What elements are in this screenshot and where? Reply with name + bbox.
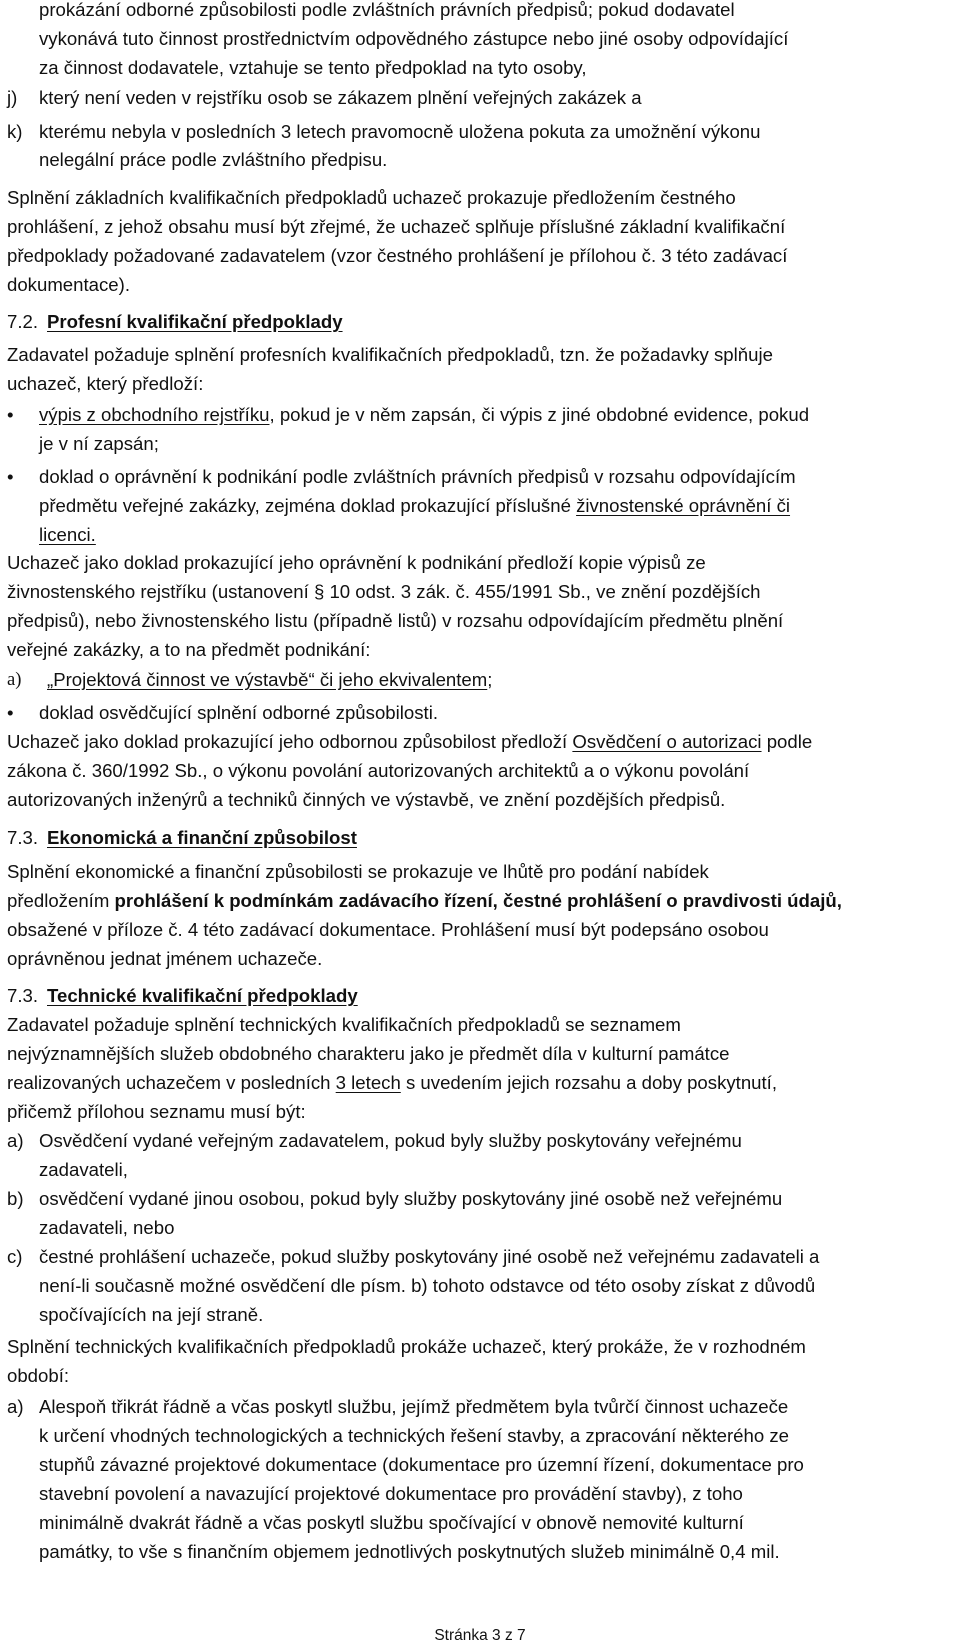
paragraph-line: zákona č. 360/1992 Sb., o výkonu povolání autorizovaných architektů a o výkonu povolání (7, 760, 750, 781)
text-line: za činnost dodavatele, vztahuje se tento předpoklad na tyto osoby, (39, 57, 587, 78)
bullet-item-cont: licenci. (39, 524, 96, 545)
list-item-cont: zadavateli, (39, 1159, 128, 1180)
list-item-k-cont: nelegální práce podle zvláštního předpisu. (39, 149, 388, 170)
list-item: čestné prohlášení uchazeče, pokud služby poskytovány jiné osobě než veřejnému zadavateli a (39, 1246, 820, 1267)
paragraph-line: obsažené v příloze č. 4 této zadávací dokumentace. Prohlášení musí být podepsáno osobou (7, 919, 769, 940)
list-item: Alespoň třikrát řádně a včas poskytl službu, jejímž předmětem byla tvůrčí činnost uchazeče (39, 1396, 789, 1417)
section-heading-7-3-tech (7, 981, 358, 1010)
list-item-k: kterému nebyla v posledních 3 letech pravomocně uložena pokuta za umožnění výkonu (39, 121, 761, 142)
bullet-item: doklad osvědčující splnění odborné způsobilosti. (39, 702, 438, 723)
bullet-item-cont: předmětu veřejné zakázky, zejména doklad prokazující příslušné živnostenské oprávnění či (39, 495, 791, 516)
text-line: vykonává tuto činnost prostřednictvím odpovědného zástupce nebo jiné osoby odpovídající (39, 28, 789, 49)
list-item-cont: spočívajících na její straně. (39, 1304, 264, 1325)
list-marker: k) (7, 121, 23, 142)
section-heading-7-3-econ (7, 823, 357, 852)
bullet-icon: • (7, 702, 14, 723)
paragraph-line: Uchazeč jako doklad prokazující jeho odbornou způsobilost předloží Osvědčení o autorizaci podle (7, 731, 813, 752)
paragraph-line: nejvýznamnějších služeb obdobného charakteru jako je předmět díla v kulturní památce (7, 1043, 730, 1064)
paragraph-line: prohlášení, z jehož obsahu musí být zřejmé, že uchazeč splňuje příslušné základní kvalifikační (7, 216, 786, 237)
paragraph-line: uchazeč, který předloží: (7, 373, 204, 394)
section-title: Ekonomická a finanční způsobilost (47, 827, 357, 848)
paragraph-line: autorizovaných inženýrů a techniků činných ve výstavbě, ve znění pozdějších předpisů. (7, 789, 726, 810)
bullet-item-cont: je v ní zapsán; (39, 433, 159, 454)
paragraph-line: realizovaných uchazečem v posledních 3 letech s uvedením jejich rozsahu a doby poskytnutí, (7, 1072, 778, 1093)
list-item-cont: stavební povolení a navazující projektové dokumentace pro provádění stavby), z toho (39, 1483, 743, 1504)
bullet-item: výpis z obchodního rejstříku, pokud je v něm zapsán, či výpis z jiné obdobné evidence, pokud (39, 404, 810, 425)
section-title: Technické kvalifikační předpoklady (47, 985, 358, 1006)
text-line: prokázání odborné způsobilosti podle zvláštních právních předpisů; pokud dodavatel (39, 0, 735, 20)
list-item-cont: stupňů závazné projektové dokumentace (dokumentace pro územní řízení, dokumentace pro (39, 1454, 804, 1475)
paragraph-line: oprávněnou jednat jménem uchazeče. (7, 948, 323, 969)
list-item-cont: není-li současně možné osvědčení dle písm. b) tohoto odstavce od této osoby získat z důvodů (39, 1275, 816, 1296)
section-heading-7-2 (7, 307, 343, 336)
list-item-cont: památky, to vše s finančním objemem jednotlivých poskytnutých služeb minimálně 0,4 mil. (39, 1541, 780, 1562)
paragraph-line: Splnění technických kvalifikačních předpokladů prokáže uchazeč, který prokáže, že v rozhodném (7, 1336, 806, 1357)
list-item: osvědčení vydané jinou osobou, pokud byly služby poskytovány jiné osobě než veřejnému (39, 1188, 783, 1209)
list-marker: b) (7, 1188, 24, 1209)
list-item-cont: k určení vhodných technologických a technických řešení stavby, a zpracování některého ze (39, 1425, 790, 1446)
page-footer: Stránka 3 z 7 (434, 1627, 526, 1644)
paragraph-line: Zadavatel požaduje splnění technických kvalifikačních předpokladů se seznamem (7, 1014, 681, 1035)
paragraph-line: dokumentace). (7, 274, 130, 295)
paragraph-line: Splnění ekonomické a finanční způsobilosti se prokazuje ve lhůtě pro podání nabídek (7, 861, 709, 882)
list-marker: j) (7, 87, 18, 108)
paragraph-line: Splnění základních kvalifikačních předpokladů uchazeč prokazuje předložením čestného (7, 187, 736, 208)
section-number: 7.3. (7, 827, 39, 848)
list-item: Osvědčení vydané veřejným zadavatelem, pokud byly služby poskytovány veřejnému (39, 1130, 742, 1151)
paragraph-line: živnostenského rejstříku (ustanovení § 10 odst. 3 zák. č. 455/1991 Sb., ve znění pozdějších (7, 581, 761, 602)
bullet-item: doklad o oprávnění k podnikání podle zvláštních právních předpisů v rozsahu odpovídajícím (39, 466, 796, 487)
list-item-cont: minimálně dvakrát řádně a včas poskytl službu spočívající v obnově nemovité kulturní (39, 1512, 744, 1533)
section-number: 7.2. (7, 311, 39, 332)
section-number: 7.3. (7, 985, 39, 1006)
paragraph-line: přičemž přílohou seznamu musí být: (7, 1101, 306, 1122)
bullet-icon: • (7, 404, 14, 425)
list-marker: a) (7, 669, 22, 690)
list-item-cont: zadavateli, nebo (39, 1217, 175, 1238)
list-item-j: který není veden v rejstříku osob se zákazem plnění veřejných zakázek a (39, 87, 642, 108)
list-marker: a) (7, 1130, 24, 1151)
paragraph-line: období: (7, 1365, 70, 1386)
list-marker: a) (7, 1396, 24, 1417)
bullet-icon: • (7, 466, 14, 487)
list-marker: c) (7, 1246, 23, 1267)
paragraph-line: Zadavatel požaduje splnění profesních kvalifikačních předpokladů, tzn. že požadavky splňuje (7, 344, 773, 365)
paragraph-line: předpisů), nebo živnostenského listu (případně listů) v rozsahu odpovídajícím předmětu plnění (7, 610, 784, 631)
paragraph-line: předpoklady požadované zadavatelem (vzor čestného prohlášení je přílohou č. 3 této zadávací (7, 245, 788, 266)
paragraph-line: předložením prohlášení k podmínkám zadávacího řízení, čestné prohlášení o pravdivosti údajů, (7, 890, 842, 911)
section-title: Profesní kvalifikační předpoklady (47, 311, 343, 332)
paragraph-line: Uchazeč jako doklad prokazující jeho oprávnění k podnikání předloží kopie výpisů ze (7, 552, 706, 573)
list-item: „Projektová činnost ve výstavbě“ či jeho ekvivalentem; (47, 669, 493, 690)
paragraph-line: veřejné zakázky, a to na předmět podnikání: (7, 639, 371, 660)
